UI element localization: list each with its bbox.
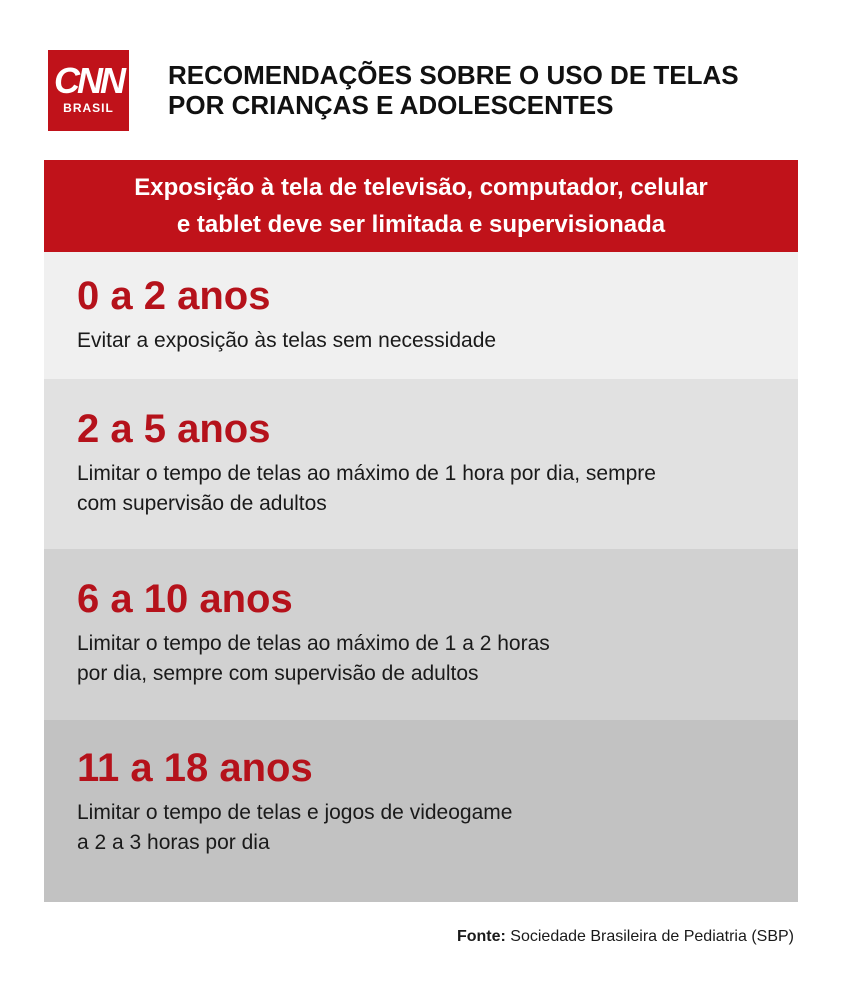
age-heading: 0 a 2 anos <box>77 274 271 318</box>
recommendation-line-2: a 2 a 3 horas por dia <box>77 831 270 854</box>
title-line-2: POR CRIANÇAS E ADOLESCENTES <box>168 90 614 120</box>
logo-main-text: CNN <box>54 60 123 101</box>
intro-banner <box>44 160 798 252</box>
recommendation-line-1: Limitar o tempo de telas ao máximo de 1 hora por dia, sempre <box>77 462 656 485</box>
recommendation-text <box>77 326 777 356</box>
age-row-2-5 <box>44 379 798 549</box>
recommendation-line-2: por dia, sempre com supervisão de adultos <box>77 662 479 685</box>
source-text: Sociedade Brasileira de Pediatria (SBP) <box>505 928 794 945</box>
source-credit <box>457 928 794 946</box>
recommendation-line-1: Limitar o tempo de telas ao máximo de 1 a 2 horas <box>77 632 550 655</box>
title-line-1: RECOMENDAÇÕES SOBRE O USO DE TELAS <box>168 60 739 90</box>
age-heading: 11 a 18 anos <box>77 746 313 790</box>
recommendation-line-1: Evitar a exposição às telas sem necessidade <box>77 329 497 352</box>
recommendation-line-1: Limitar o tempo de telas e jogos de videogame <box>77 801 513 824</box>
age-row-0-2 <box>44 252 798 379</box>
age-row-6-10 <box>44 549 798 720</box>
page-title <box>168 60 808 120</box>
source-label: Fonte: <box>456 928 506 945</box>
recommendation-text <box>77 798 777 858</box>
recommendation-text <box>77 629 777 689</box>
banner-line-1: Exposição à tela de televisão, computador, celular <box>134 174 708 201</box>
age-heading: 6 a 10 anos <box>77 577 293 621</box>
age-row-11-18 <box>44 720 798 902</box>
age-heading: 2 a 5 anos <box>77 407 271 451</box>
cnn-brasil-logo <box>48 50 129 131</box>
recommendation-text <box>77 459 777 519</box>
banner-line-2: e tablet deve ser limitada e supervisionada <box>176 211 666 238</box>
logo-sub-text: BRASIL <box>63 101 114 115</box>
recommendation-line-2: com supervisão de adultos <box>77 492 327 515</box>
